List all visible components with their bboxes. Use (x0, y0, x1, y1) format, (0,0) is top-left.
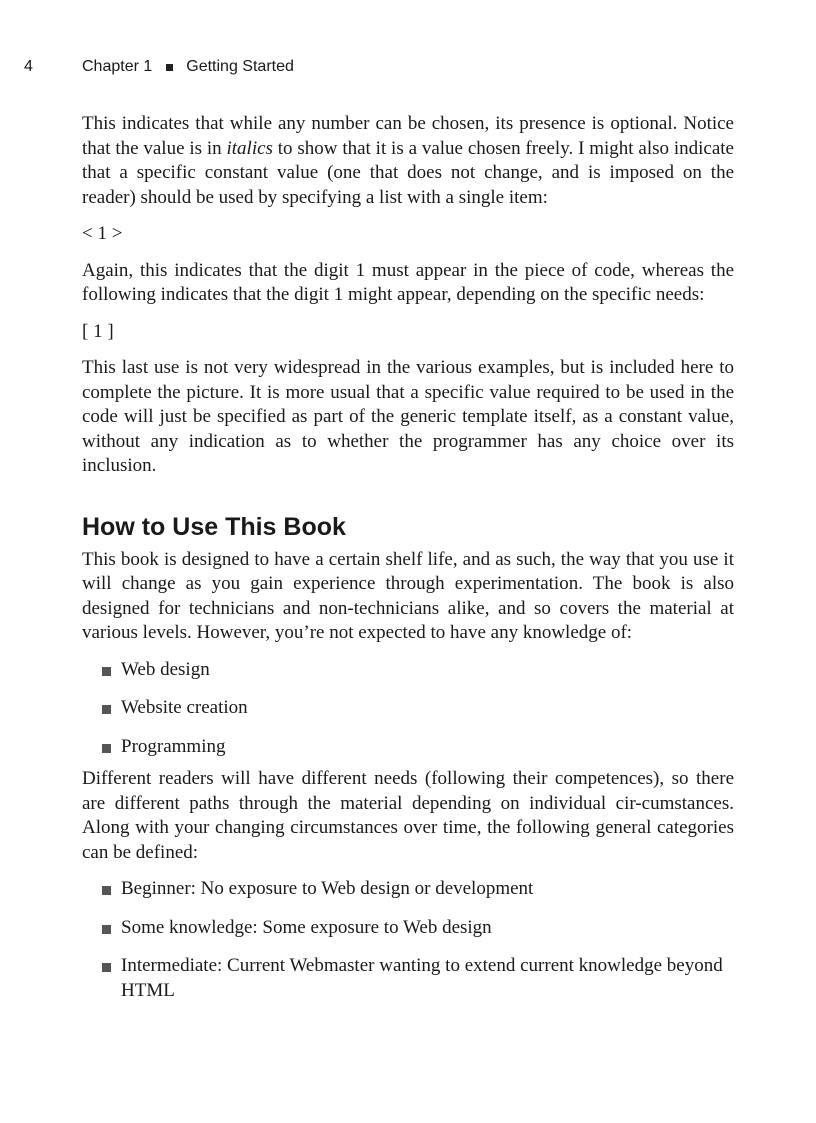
knowledge-list (82, 658, 734, 760)
page-number: 4 (24, 58, 33, 75)
section-label: Getting Started (186, 58, 294, 75)
list-item-text: Beginner: No exposure to Web design or development (121, 878, 534, 899)
list-item (82, 735, 734, 760)
categories-list (82, 877, 734, 1003)
list-item (82, 696, 734, 721)
bullet-icon (102, 963, 111, 972)
paragraph-2: Again, this indicates that the digit 1 must appear in the piece of code, whereas the following indicates that the digit 1 might appear, depending on the specific needs: (82, 259, 734, 305)
list-item (82, 916, 734, 941)
header-separator-icon (166, 64, 173, 71)
bullet-icon (102, 667, 111, 676)
paragraph-1 (82, 112, 734, 210)
bullet-icon (102, 925, 111, 934)
list-item (82, 877, 734, 902)
code-example-1: < 1 > (82, 223, 123, 244)
list-item (82, 658, 734, 683)
paragraph-3: This last use is not very widespread in the various examples, but is included here to complete the picture. It is more usual that a specific value required to be used in the code will just be specified as part of the generic template itself, as a constant value, without any indication as to whether the programmer has any choice over its inclusion. (82, 357, 734, 476)
list-item-text: Some knowledge: Some exposure to Web design (121, 916, 492, 938)
list-item-text: Website creation (121, 697, 248, 718)
running-header (24, 58, 734, 76)
italic-term: italics (226, 137, 273, 159)
paragraph-4: This book is designed to have a certain shelf life, and as such, the way that you use it will change as you gain experience through experimentation. The book is also designed for technicians and non-technicians alike, and so covers the material at various levels. However, you’re not expected to have any knowledge of: (82, 548, 734, 643)
list-item (82, 954, 734, 1003)
paragraph-1-text-b: to show that it is a value chosen freely. I might also indicate that a specific constant value (one that does not change, and is imposed on the reader) should be used by specifying a list with a single item: (82, 137, 734, 208)
list-item-text: Web design (121, 658, 210, 680)
chapter-label: Chapter 1 (82, 58, 153, 75)
paragraph-5: Different readers will have different needs (following their competences), so there are different paths through the material depending on individual cir-cumstances. Along with your changing circumstances over time, the following general categories can be defined: (82, 768, 734, 863)
bullet-icon (102, 744, 111, 753)
section-heading: How to Use This Book (82, 512, 346, 541)
bullet-icon (102, 705, 111, 714)
paragraph-1-text-a: This indicates that while any number can be chosen, its presence is optional. Notice that the value is in (82, 113, 734, 159)
bullet-icon (102, 886, 111, 895)
list-item-text: Intermediate: Current Webmaster wanting to extend current knowledge beyond HTML (121, 955, 723, 1001)
code-example-2: [ 1 ] (82, 320, 114, 342)
list-item-text: Programming (121, 735, 226, 757)
page-body (82, 112, 734, 1017)
